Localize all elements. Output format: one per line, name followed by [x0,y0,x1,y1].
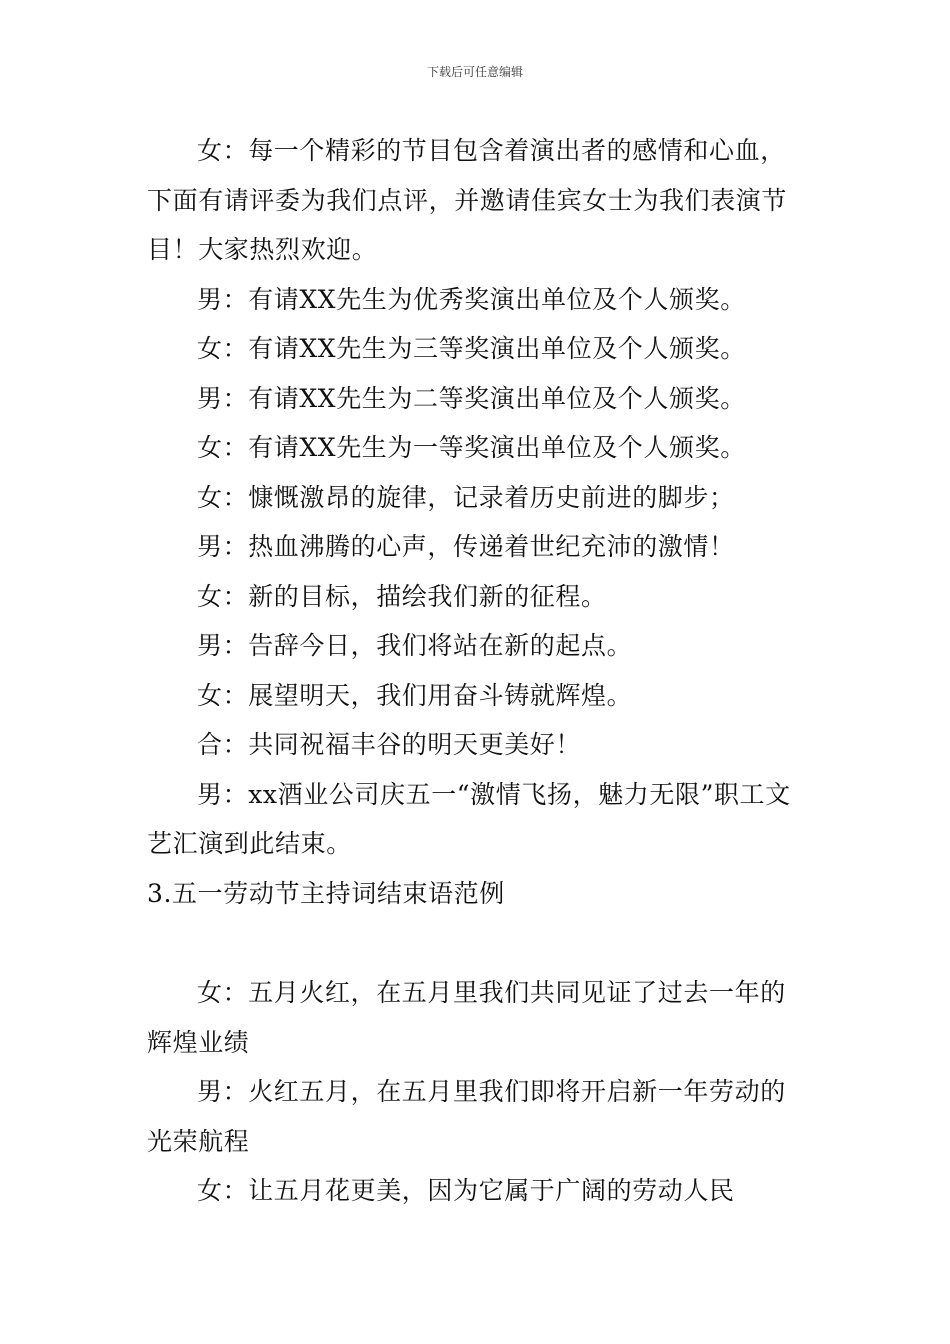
paragraph-award-second: 男：有请XX先生为二等奖演出单位及个人颁奖。 [197,383,746,413]
paragraph-line: 女：展望明天，我们用奋斗铸就辉煌。 [197,680,633,710]
section-heading: 3.五一劳动节主持词结束语范例 [147,878,505,908]
paragraph-award-excellence: 男：有请XX先生为优秀奖演出单位及个人颁奖。 [197,284,746,314]
paragraph-host-remarks: 女：每一个精彩的节目包含着演出者的感情和心血，下面有请评委为我们点评，并邀请佳宾女士为我们表演节目！大家热烈欢迎。 [147,136,788,264]
paragraph-line: 女：五月火红，在五月里我们共同见证了过去一年的辉煌业绩 [147,978,786,1057]
document-body [147,126,811,1216]
paragraph-line: 女：让五月花更美，因为它属于广阔的劳动人民 [197,1176,735,1205]
paragraph-line: 男：热血沸腾的心声，传递着世纪充沛的激情！ [197,532,735,561]
paragraph-line: 男：告辞今日，我们将站在新的起点。 [197,631,633,660]
paragraph-line: 女：慷慨激昂的旋律，记录着历史前进的脚步； [197,482,735,512]
page-header: 下载后可任意编辑 [426,65,523,79]
paragraph-line: 女：新的目标，描绘我们新的征程。 [197,581,607,611]
paragraph-closing: 男：xx酒业公司庆五一“激情飞扬，魅力无限”职工文艺汇演到此结束。 [147,779,791,858]
paragraph-line: 合：共同祝福丰谷的明天更美好！ [197,730,582,759]
section-spacer [147,918,811,968]
paragraph-line: 男：火红五月，在五月里我们即将开启新一年劳动的光荣航程 [147,1077,786,1156]
paragraph-award-third: 女：有请XX先生为三等奖演出单位及个人颁奖。 [197,334,746,363]
paragraph-award-first: 女：有请XX先生为一等奖演出单位及个人颁奖。 [197,433,746,462]
